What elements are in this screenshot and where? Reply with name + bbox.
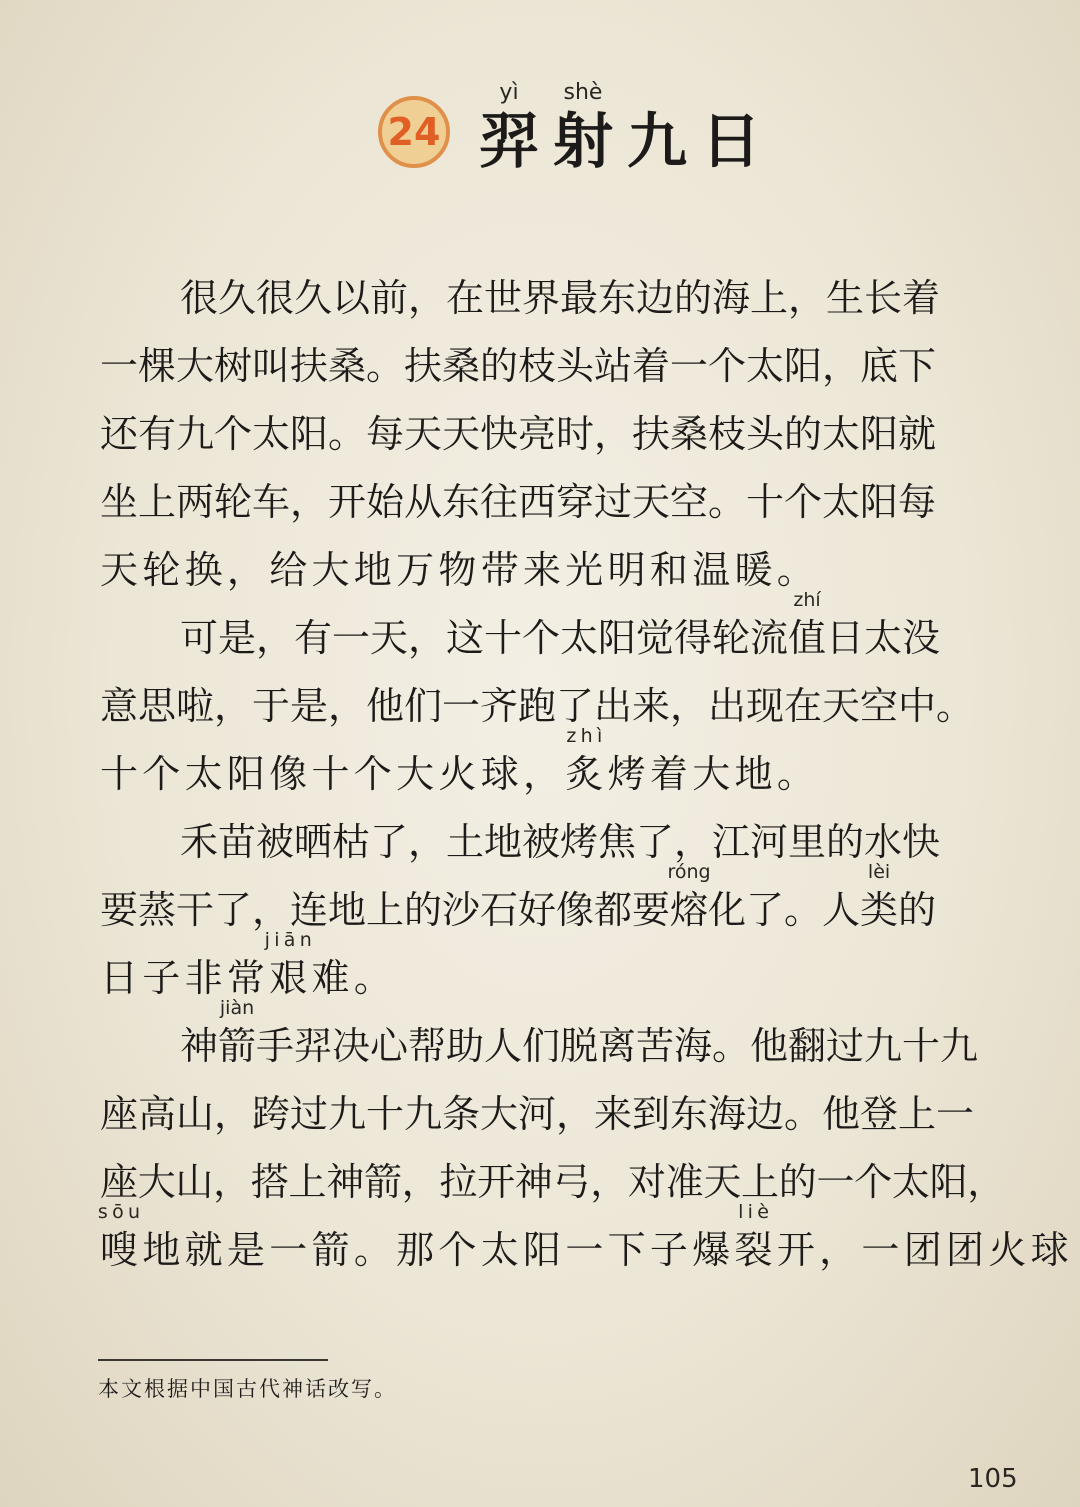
story-body [97, 264, 1073, 1284]
text-segment: 禾苗被晒枯了，土地被烤焦了，江河里的水快 [180, 820, 941, 864]
title-hanzi: 羿 [479, 107, 539, 177]
title-char [620, 80, 694, 178]
annotated-char [218, 997, 257, 1080]
text-line [97, 1201, 1073, 1284]
text-line [100, 332, 1005, 400]
text-segment: 坐上两轮车，开始从东往西穿过天空。十个太阳每 [100, 480, 937, 524]
text-segment: 日子非常 [100, 956, 270, 1000]
text-segment: 天轮换，给大地万物带来光明和温暖。 [100, 548, 820, 592]
pinyin-annotation: zhì [566, 725, 607, 747]
annotated-hanzi: 嗖 [100, 1228, 143, 1272]
text-segment: 要蒸干了，连地上的沙石好像都要 [100, 888, 671, 932]
text-segment: 日太没 [826, 616, 941, 660]
text-line [100, 589, 1005, 672]
title-hanzi: 日 [701, 107, 761, 177]
text-segment: 难。 [311, 956, 397, 1000]
text-segment: 地就是一箭。那个太阳一下子爆 [142, 1228, 735, 1272]
annotated-char [788, 589, 827, 672]
title-char [472, 80, 546, 178]
text-line [100, 861, 1005, 944]
text-segment: 意思啦，于是，他们一齐跑了出来，出现在天空中。 [100, 684, 975, 728]
lesson-number: 24 [387, 110, 441, 154]
annotated-hanzi: 箭 [218, 1024, 257, 1068]
text-segment: 很久很久以前，在世界最东边的海上，生长着 [180, 276, 941, 320]
annotated-hanzi: 裂 [734, 1228, 777, 1272]
annotated-hanzi: 炙 [565, 752, 608, 796]
text-segment: 一棵大树叫扶桑。扶桑的枝头站着一个太阳，底下 [100, 344, 937, 388]
pinyin-annotation: lèi [867, 861, 891, 883]
title-pinyin: shè [563, 80, 603, 105]
text-segment: 可是，有一天，这十个太阳觉得轮流 [180, 616, 789, 660]
text-line [100, 468, 1005, 536]
pinyin-annotation: sōu [97, 1201, 145, 1223]
text-line [100, 1080, 1005, 1148]
text-segment: 烤着大地。 [607, 752, 820, 796]
annotated-hanzi: 类 [860, 888, 899, 932]
text-line [100, 536, 1005, 604]
pinyin-annotation: róng [667, 861, 711, 883]
footnote: 本文根据中国古代神话改写。 [98, 1377, 397, 1401]
text-line [100, 725, 1005, 808]
annotated-char [667, 861, 711, 944]
pinyin-annotation: jiàn [219, 997, 255, 1019]
pinyin-annotation: zhí [793, 589, 821, 611]
footnote-divider [98, 1359, 328, 1361]
text-segment: 十个太阳像十个大火球， [100, 752, 566, 796]
text-segment: 开，一团团火球 [776, 1228, 1073, 1272]
text-line [100, 1148, 1005, 1216]
text-segment: 还有九个太阳。每天天快亮时，扶桑枝头的太阳就 [100, 412, 937, 456]
text-segment: 座高山，跨过九十九条大河，来到东海边。他登上一 [100, 1092, 975, 1136]
title-pinyin: yì [499, 80, 519, 105]
page-number: 105 [968, 1464, 1018, 1494]
text-line [100, 997, 1005, 1080]
text-segment: 化了。人 [708, 888, 861, 932]
text-line [100, 672, 1005, 740]
title-hanzi: 九 [627, 107, 687, 177]
text-line [100, 400, 1005, 468]
annotated-hanzi: 值 [788, 616, 827, 660]
annotated-char [264, 929, 317, 1012]
annotated-char [860, 861, 899, 944]
annotated-hanzi: 艰 [269, 956, 312, 1000]
lesson-title-row [378, 78, 768, 178]
annotated-char [565, 725, 608, 808]
lesson-title [472, 80, 768, 178]
lesson-number-badge [378, 96, 450, 168]
annotated-char [97, 1201, 145, 1284]
annotated-char [734, 1201, 777, 1284]
title-char [694, 80, 768, 178]
text-segment: 座大山，搭上神箭，拉开神弓，对准天上的一个太阳， [100, 1160, 1006, 1204]
annotated-hanzi: 熔 [670, 888, 709, 932]
text-line [100, 264, 1005, 332]
text-segment: 的 [898, 888, 937, 932]
text-segment: 手羿决心帮助人们脱离苦海。他翻过九十九 [256, 1024, 979, 1068]
title-hanzi: 射 [553, 107, 613, 177]
pinyin-annotation: jiān [264, 929, 317, 951]
title-char [546, 80, 620, 178]
pinyin-annotation: liè [738, 1201, 774, 1223]
text-segment: 神 [180, 1024, 219, 1068]
